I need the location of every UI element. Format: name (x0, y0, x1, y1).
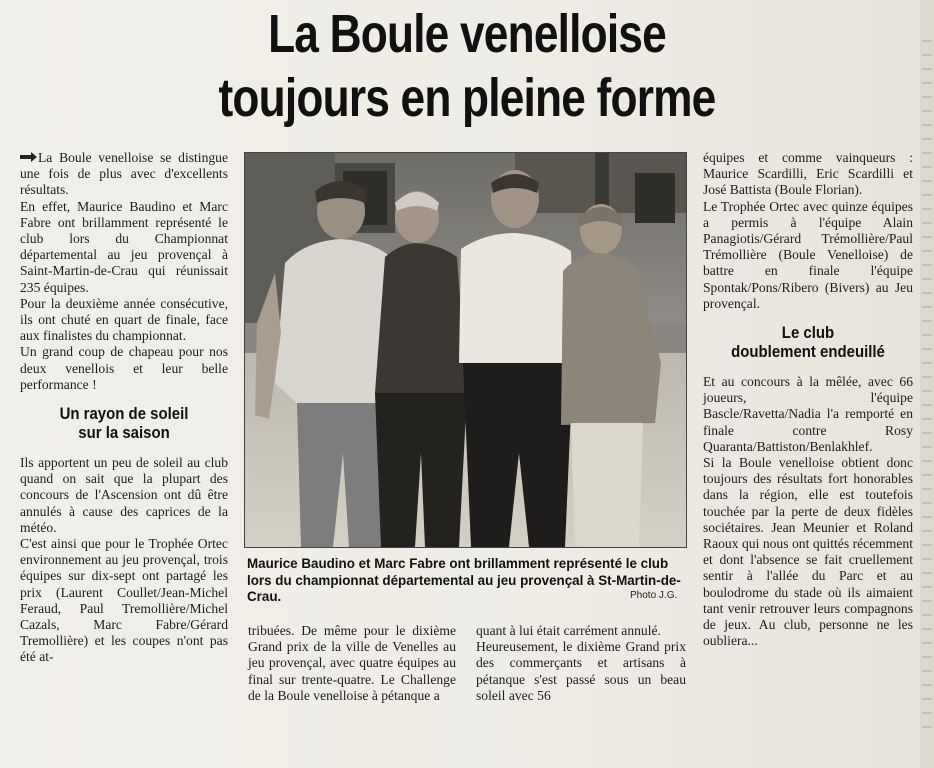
paragraph: tribuées. De même pour le dixième Grand prix de la ville de Venelles au jeu provençal, avec quatre équipes au final sur trente-quatre. Le Challenge de la Boule venelloise à pétanque a (248, 623, 456, 703)
headline-line-2: toujours en pleine forme (218, 68, 716, 128)
paragraph: Si la Boule venelloise obtient donc toujours des résultats fort honorables dans la région, elle est toutefois touchée par la perte de deux fidèles sociétaires. Jean Meunier et Roland Raoux qui nous ont quittés récemment et dont l'absence se fait cruellement sentir à l'allée du Parc et au boulodrome du stade où ils aimaient tant venir retrouver leurs compagnons de jeux. Au club, personne ne les oubliera... (703, 455, 913, 649)
article-column-2b (476, 623, 686, 704)
paragraph: équipes et comme vainqueurs : Maurice Scardilli, Eric Scardilli et José Battista (Boule Florian). (703, 150, 913, 198)
paragraph: C'est ainsi que pour le Trophée Ortec environnement au jeu provençal, trois équipes sur dix-sept ont partagé les prix (Laurent Coullet/Jean-Michel Feraud, Paul Tremollière/Michel Cazals, Marc Fabre/Gérard Tremollière) et les coupes n'ont pas été at- (20, 536, 228, 665)
paragraph: Ils apportent un peu de soleil au club quand on sait que la plupart des concours de l'Ascension ont dû être annulés à cause des caprices de la météo. (20, 455, 228, 535)
subheading-line: sur la saison (78, 423, 170, 443)
subheading-rayon-de-soleil (32, 404, 215, 442)
article-column-3 (703, 150, 913, 649)
photo-credit: Photo J.G. (630, 590, 678, 601)
paragraph: Et au concours à la mêlée, avec 66 joueurs, l'équipe Bascle/Ravetta/Nadia l'a remporté en finale contre Rosy Quaranta/Battiston/Benlakhlef. (703, 374, 913, 454)
photo-illustration (245, 153, 686, 547)
photo-caption: Maurice Baudino et Marc Fabre ont brillamment représenté le club lors du championnat départemental au jeu provençal à St-Martin-de-Crau. (247, 556, 681, 604)
article-column-1 (20, 150, 228, 666)
team-photo (244, 152, 687, 548)
paragraph: Heureusement, le dixième Grand prix des commerçants et artisans à pétanque s'est passé sous un beau soleil avec 56 (476, 639, 686, 703)
arrow-icon (20, 155, 32, 159)
article-column-2a (248, 623, 456, 704)
paragraph: quant à lui était carrément annulé. (476, 623, 661, 638)
paragraph: En effet, Maurice Baudino et Marc Fabre ont brillamment représenté le club lors du Championnat départemental au jeu provençal à Saint-Martin-de-Crau qui réunissait 235 équipes. (20, 198, 228, 295)
paragraph: Un grand coup de chapeau pour nos deux venellois et leur belle performance ! (20, 344, 228, 392)
lead-paragraph (20, 150, 228, 199)
subheading-line: doublement endeuillé (731, 342, 885, 362)
subheading-club-endeuille (716, 323, 901, 361)
paragraph: Pour la deuxième année consécutive, ils ont chuté en quart de finale, face aux finalistes du championnat. (20, 295, 228, 344)
headline-line-1: La Boule venelloise (268, 4, 666, 64)
paragraph: Le Trophée Ortec avec quinze équipes a permis à l'équipe Alain Panagiotis/Gérard Trémollière/Paul Trémollière (Boule Venelloise) de battre en finale l'équipe Spontak/Pons/Ribero (Bivers) au Jeu provençal. (703, 198, 913, 311)
subheading-line: Un rayon de soleil (59, 404, 189, 424)
subheading-line: Le club (781, 323, 835, 343)
lead-text: La Boule venelloise se distingue une fois de plus avec d'excellents résultats. (20, 150, 228, 198)
show-through-print (922, 40, 932, 740)
